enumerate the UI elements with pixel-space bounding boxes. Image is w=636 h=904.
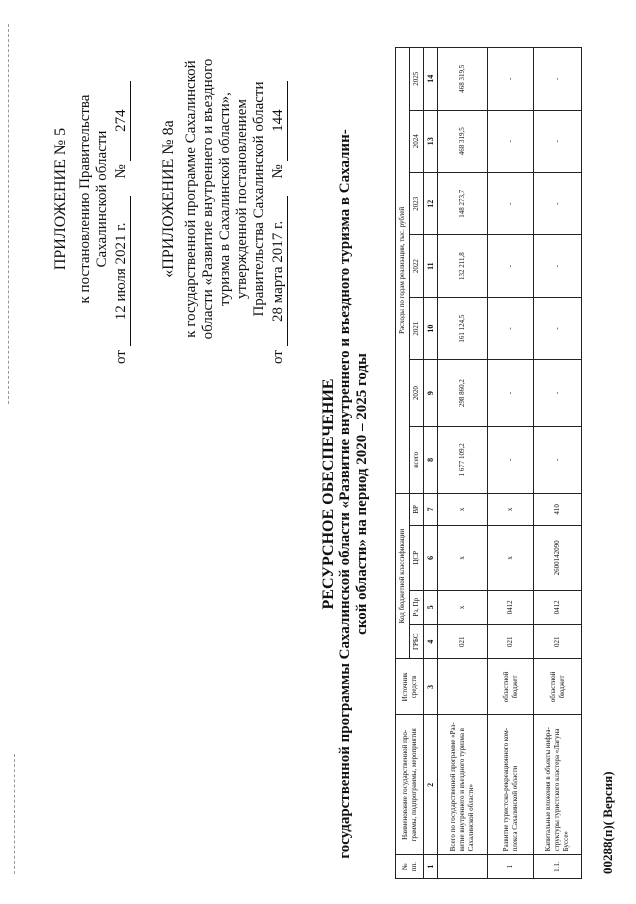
header-year: 2024 — [410, 110, 424, 172]
appendix-8a-from-label: от — [270, 350, 286, 364]
document-code: 00288(п)( Версия) — [600, 771, 615, 874]
row-csr: 2600142090 — [534, 526, 582, 591]
row-name: Всего по государственной программе «Раз- витие внутреннего и въездного туризма в Сахалинской области» — [438, 715, 488, 855]
row-rzpr: 0412 — [534, 590, 582, 624]
header-year: 2021 — [410, 297, 424, 359]
header-source: Источник средств — [396, 659, 424, 715]
row-year-value: - — [488, 297, 534, 359]
appendix-5-line1: к постановлению Правительства — [77, 94, 93, 304]
row-year-value: 148 273,7 — [438, 173, 488, 235]
appendix-8a-line4: утвержденной постановлением — [234, 99, 250, 299]
row-source — [438, 659, 488, 715]
appendix-5-block — [52, 34, 131, 364]
row-csr: x — [438, 526, 488, 591]
appendix-5-from-label: от — [113, 350, 129, 364]
appendix-8a-number: 144 — [270, 81, 288, 161]
table-row — [438, 48, 488, 879]
appendix-8a-line3: туризма в Сахалинской области», — [217, 92, 233, 306]
row-year-value: 468 319,5 — [438, 110, 488, 172]
column-number: 3 — [424, 659, 438, 715]
column-number: 5 — [424, 590, 438, 624]
appendix-5-title: ПРИЛОЖЕНИЕ № 5 — [52, 127, 69, 271]
resource-table — [395, 47, 582, 879]
column-number: 4 — [424, 625, 438, 659]
row-total: 1 677 109,2 — [438, 426, 488, 493]
column-number: 8 — [424, 426, 438, 493]
header-vr: ВР — [410, 493, 424, 525]
row-year-value: - — [534, 48, 582, 111]
column-number: 10 — [424, 297, 438, 359]
appendix-5-date-line — [113, 34, 131, 364]
table-row — [488, 48, 534, 879]
row-year-value: - — [534, 297, 582, 359]
row-vr: x — [438, 493, 488, 525]
column-number: 11 — [424, 235, 438, 297]
row-grbs: 021 — [534, 625, 582, 659]
row-name: Капитальные вложения в объекты инфра- структуры туристского кластера «Лагуна Буссе» — [534, 715, 582, 855]
appendix-5-line2: Сахалинской области — [94, 130, 110, 268]
row-year-value: - — [534, 173, 582, 235]
document-heading: РЕСУРСНОЕ ОБЕСПЕЧЕНИЕ — [320, 378, 337, 610]
header-csr: ЦСР — [410, 526, 424, 591]
header-no: № пп. — [396, 855, 424, 879]
header-total: всего — [410, 426, 424, 493]
header-expenses: Расходы по годам реализации, тыс. рублей — [396, 48, 410, 494]
header-grbs: ГРБС — [410, 625, 424, 659]
column-number: 1 — [424, 855, 438, 879]
row-year-value: - — [534, 110, 582, 172]
column-number-row — [424, 48, 438, 879]
row-year-value: - — [488, 173, 534, 235]
appendix-8a-line2: области «Развитие внутреннего и въездного — [200, 58, 216, 340]
table-row — [534, 48, 582, 879]
column-number: 6 — [424, 526, 438, 591]
row-year-value: - — [488, 110, 534, 172]
appendix-5-date: 12 июля 2021 г. — [113, 196, 131, 346]
row-no — [438, 855, 488, 879]
row-year-value: - — [534, 360, 582, 427]
row-year-value: 468 319,5 — [438, 48, 488, 111]
column-number: 2 — [424, 715, 438, 855]
row-csr: x — [488, 526, 534, 591]
appendix-8a-no-label: № — [270, 164, 286, 179]
row-rzpr: x — [438, 590, 488, 624]
row-vr: x — [488, 493, 534, 525]
appendix-8a-block — [160, 34, 288, 364]
appendix-8a-title: «ПРИЛОЖЕНИЕ № 8а — [160, 120, 177, 278]
scan-mark — [14, 754, 15, 874]
column-number: 9 — [424, 360, 438, 427]
document-title-line1: государственной программы Сахалинской области «Развитие внутреннего и въездного туризма в Сахалин- — [337, 129, 353, 859]
row-total: - — [488, 426, 534, 493]
document-title-line2: ской области» на период 2020 – 2025 годы — [354, 353, 370, 635]
row-no: 1 — [488, 855, 534, 879]
appendix-8a-line5: Правительства Сахалинской области — [251, 81, 267, 317]
appendix-8a-line1: к государственной программе Сахалинской — [183, 60, 199, 338]
row-year-value: - — [488, 235, 534, 297]
row-no: 1.1. — [534, 855, 582, 879]
row-year-value: 132 211,8 — [438, 235, 488, 297]
appendix-5-number: 274 — [113, 81, 131, 161]
row-name: Развитие туристско-рекреационного ком- плекса Сахалинской области — [488, 715, 534, 855]
row-year-value: 161 124,5 — [438, 297, 488, 359]
row-year-value: - — [488, 360, 534, 427]
row-year-value: - — [534, 235, 582, 297]
header-year: 2025 — [410, 48, 424, 111]
column-number: 12 — [424, 173, 438, 235]
column-number: 14 — [424, 48, 438, 111]
column-number: 7 — [424, 493, 438, 525]
header-budget-code: Код бюджетной классификации — [396, 493, 410, 659]
appendix-5-no-label: № — [113, 164, 129, 179]
row-source: областной бюджет — [534, 659, 582, 715]
document-title — [320, 124, 371, 864]
header-year: 2022 — [410, 235, 424, 297]
column-number: 13 — [424, 110, 438, 172]
scan-mark — [8, 24, 9, 404]
table-header-row — [396, 48, 410, 879]
header-name: Наименование государственной про- граммы, подпрограммы, мероприятия — [396, 715, 424, 855]
row-grbs: 021 — [438, 625, 488, 659]
row-year-value: - — [488, 48, 534, 111]
header-year: 2023 — [410, 173, 424, 235]
row-source: областной бюджет — [488, 659, 534, 715]
appendix-8a-date: 28 марта 2017 г. — [270, 196, 288, 346]
header-year: 2020 — [410, 360, 424, 427]
appendix-8a-date-line — [270, 34, 288, 364]
row-vr: 410 — [534, 493, 582, 525]
row-year-value: 298 860,2 — [438, 360, 488, 427]
header-rzpr: Рз, Пр — [410, 590, 424, 624]
row-total: - — [534, 426, 582, 493]
row-rzpr: 0412 — [488, 590, 534, 624]
row-grbs: 021 — [488, 625, 534, 659]
